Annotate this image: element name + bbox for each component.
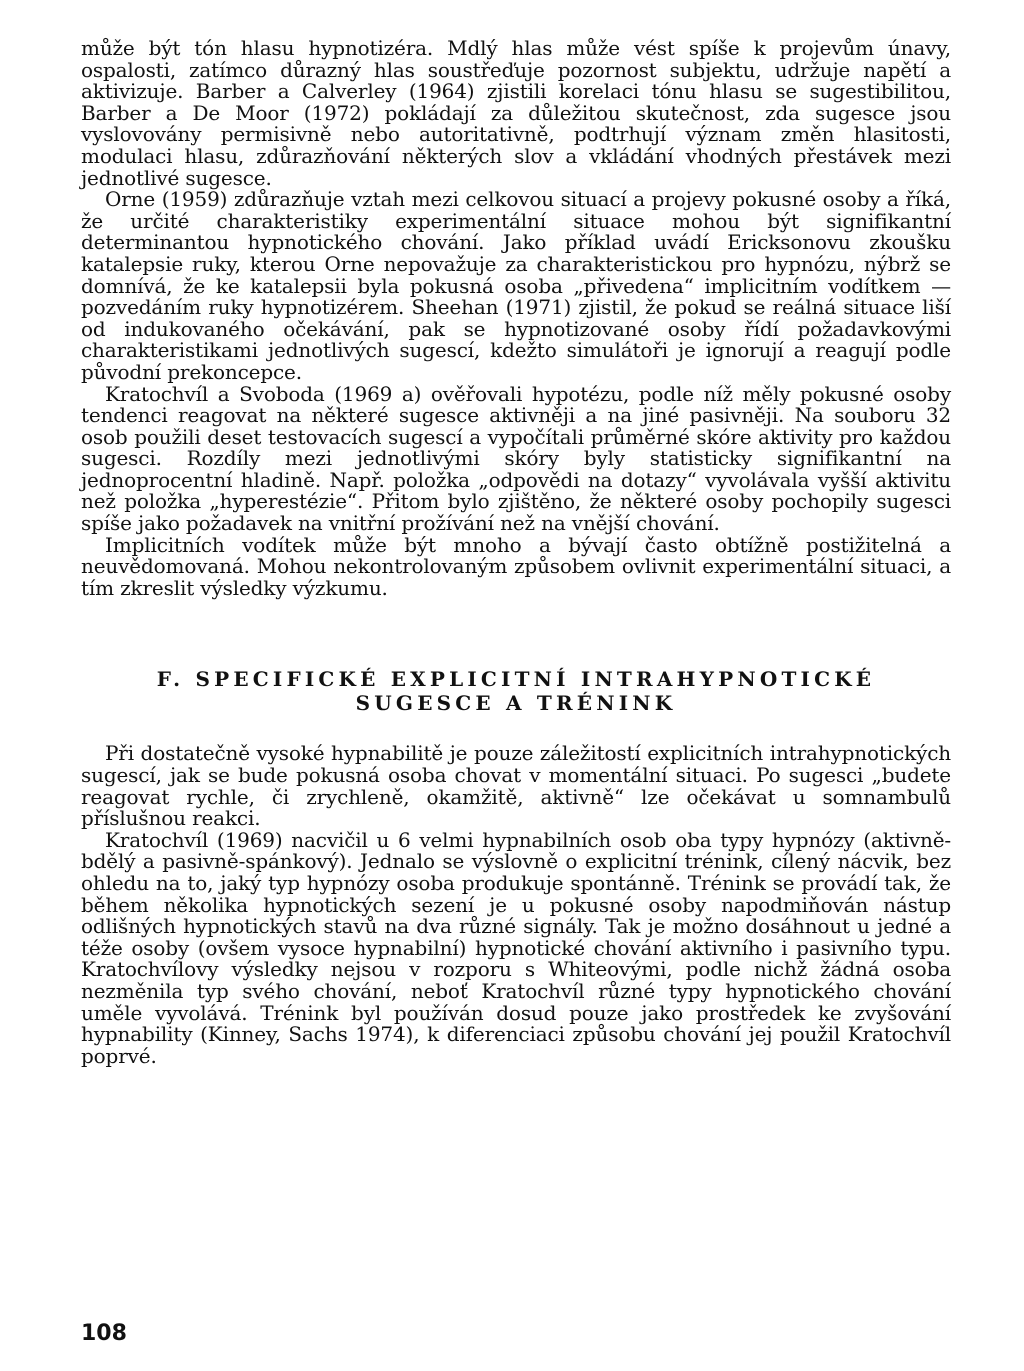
book-page: [81, 38, 951, 1067]
section-heading: [81, 667, 951, 715]
paragraph-training: Kratochvíl (1969) nacvičil u 6 velmi hypnabilních osob oba typy hypnózy (aktivně-bdělý a pasivně-spánkový). Jednalo se výslovně o explicitní trénink, cílený nácvik, bez ohledu na to, jaký typ hypnózy osoba produkuje spontánně. Trénink se provádí tak, že během několika hypnotických sezení je u pokusné osoby napodmiňován nástup odlišných hypnotických stavů na dva různé signály. Tak je možno dosáhnout u jedné a téže osoby (ovšem vysoce hypnabilní) hypnotické chování aktivního i pasivního typu. Kratochvílovy výsledky nejsou v rozporu s Whiteovými, podle nichž žádná osoba nezměnila typ svého chování, neboť Kratochvíl různé typy hypnotického chování uměle vyvolává. Trénink byl používán dosud pouze jako prostředek ke zvyšování hypnability (Kinney, Sachs 1974), k diferenciaci způsobu chování jej použil Kratochvíl poprvé.: [81, 827, 951, 1068]
paragraph-explicit-suggestions: Při dostatečně vysoké hypnabilitě je pouze záležitostí explicitních intrahypnotických sugescí, jak se bude pokusná osoba chovat v momentální situaci. Po sugesci „budete reagovat rychle, či zrychleně, okamžitě, aktivně“ lze očekávat u somnambulů příslušnou reakci.: [81, 741, 951, 831]
page-number: 108: [81, 1321, 127, 1346]
paragraph-kratochvil-svoboda: Kratochvíl a Svoboda (1969 a) ověřovali hypotézu, podle níž měly pokusné osoby tendenci reagovat na některé sugesce aktivněji a na jiné pasivněji. Na souboru 32 osob použili deset testovacích sugescí a vypočítali průměrné skóre aktivity pro každou sugesci. Rozdíly mezi jednotlivými skóry byly statisticky signifikantní na jednoprocentní hladině. Např. položka „odpovědi na dotazy“ vyvolávala vyšší aktivitu než položka „hyperestézie“. Přitom bylo zjištěno, že některé osoby pochopily sugesci spíše jako požadavek na vnitřní prožívání než na vnější chování.: [81, 381, 951, 536]
section-heading-line-1: F. SPECIFICKÉ EXPLICITNÍ INTRAHYPNOTICKÉ: [156, 667, 876, 692]
section-heading-line-2: SUGESCE A TRÉNINK: [355, 691, 677, 716]
paragraph-tone-of-voice: může být tón hlasu hypnotizéra. Mdlý hlas může vést spíše k projevům únavy, ospalosti, zatímco důrazný hlas soustřeďuje pozornost subjektu, udržuje napětí a aktivizuje. Barber a Calverley (1964) zjistili korelaci tónu hlasu se sugestibilitou, Barber a De Moor (1972) pokládají za důležitou skutečnost, zda sugesce jsou vyslovovány permisivně nebo autoritativně, podtrhují význam změn hlasitosti, modulaci hlasu, zdůrazňování některých slov a vkládání vhodných přestávek mezi jednotlivé sugesce.: [81, 36, 951, 190]
paragraph-orne: Orne (1959) zdůrazňuje vztah mezi celkovou situací a projevy pokusné osoby a říká, že určité charakteristiky experimentální situace mohou být signifikantní determinantou hypnotického chování. Jako příklad uvádí Ericksonovu zkoušku katalepsie ruky, kterou Orne nepovažuje za charakteristickou pro hypnózu, nýbrž se domnívá, že ke katalepsii byla pokusná osoba „přivedena“ implicitním vodítkem — pozvedáním ruky hypnotizérem. Sheehan (1971) zjistil, že pokud se reálná situace liší od indukovaného očekávání, pak se hypnotizované osoby řídí požadavkovými charakteristikami jednotlivých sugescí, kdežto simulátoři je ignorují a reagují podle původní prekoncepce.: [81, 187, 951, 384]
paragraph-implicit-cues: Implicitních vodítek může být mnoho a bývají často obtížně postižitelná a neuvědomovaná. Mohou nekontrolovaným způsobem ovlivnit experimentální situaci, a tím zkreslit výsledky výzkumu.: [81, 532, 951, 600]
